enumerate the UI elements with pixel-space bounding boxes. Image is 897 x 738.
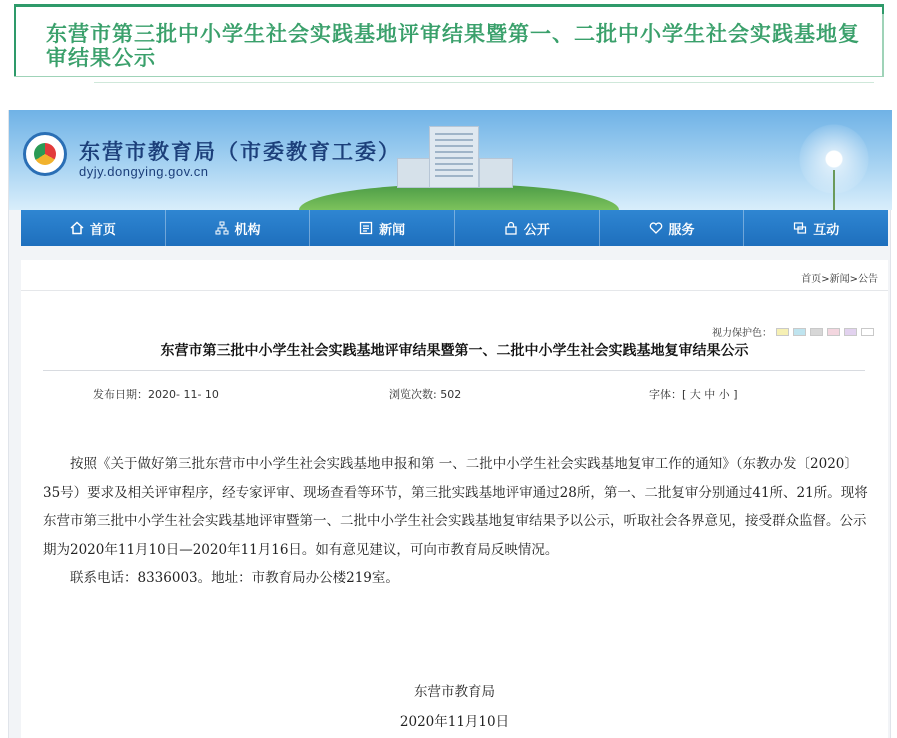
- frame-left-border: [14, 4, 16, 77]
- logo-emblem: [34, 143, 56, 165]
- news-icon: [359, 221, 373, 235]
- nav-item-label: 新闻: [379, 222, 406, 238]
- color-swatch-blue[interactable]: [793, 328, 806, 336]
- color-swatch-pink[interactable]: [827, 328, 840, 336]
- page-title: 东营市第三批中小学生社会实践基地评审结果暨第一、二批中小学生社会实践基地复审结果公示: [46, 22, 860, 70]
- frame-corner-decoration: [874, 4, 884, 14]
- nav-item-label: 互动: [813, 222, 840, 238]
- nav-item-home[interactable]: [21, 210, 166, 246]
- article-title: 东营市第三批中小学生社会实践基地评审结果暨第一、二批中小学生社会实践基地复审结果公示: [160, 343, 749, 359]
- font-size-switcher[interactable]: 字体：[ 大 中 小 ]: [649, 388, 738, 401]
- color-swatch-gray[interactable]: [810, 328, 823, 336]
- heart-icon: [649, 221, 663, 235]
- nav-item-label: 公开: [523, 222, 550, 238]
- color-swatch-yellow[interactable]: [776, 328, 789, 336]
- nav-item-label: 首页: [89, 222, 116, 238]
- article-contact: 联系电话：8336003。地址：市教育局办公楼219室。: [70, 570, 399, 586]
- site-name[interactable]: 东营市教育局（市委教育工委）: [79, 139, 401, 164]
- nav-item-org[interactable]: [166, 210, 311, 246]
- site-banner: [9, 110, 892, 210]
- nav-item-service[interactable]: [600, 210, 745, 246]
- frame-right-border: [882, 12, 884, 77]
- article-signature: 东营市教育局: [414, 684, 495, 700]
- nav-item-public[interactable]: [455, 210, 600, 246]
- lock-icon: [504, 221, 518, 235]
- article-container: [21, 260, 888, 738]
- frame-underline-decoration: [94, 82, 874, 83]
- vision-label: 视力保护色：: [712, 328, 772, 339]
- divider: [21, 290, 888, 291]
- banner-building-wing-left: [397, 158, 431, 188]
- color-swatch-white[interactable]: [861, 328, 874, 336]
- title-divider: [43, 370, 865, 371]
- dandelion-stem: [833, 170, 835, 210]
- screenshot-panel: [8, 110, 891, 738]
- publish-date: 发布日期：2020- 11- 10: [93, 388, 219, 401]
- org-chart-icon: [215, 221, 229, 235]
- article-date: 2020年11月10日: [399, 714, 510, 730]
- home-icon: [70, 221, 84, 235]
- main-nav: [21, 210, 888, 246]
- nav-item-news[interactable]: [310, 210, 455, 246]
- article-body: [43, 450, 868, 593]
- banner-building: [429, 126, 479, 188]
- article-paragraph: 按照《关于做好第三批东营市中小学生社会实践基地申报和第 一、二批中小学生社会实践基地复审工作的通知》（东教办发〔2020〕35号）要求及相关评审程序，经专家评审、现场查看等环节，第三批实践基地评审通过28所，第一、二批复审分别通过41所、21所。现将东营市第三批中小学生社会实践基地评审暨第一、二批中小学生社会实践基地复审结果予以公示，听取社会各界意见，接受群众监督。公示期为2020年11月10日—2020年11月16日。如有意见建议，可向市教育局反映情况。: [43, 456, 868, 558]
- vision-protection-colors: [712, 324, 874, 339]
- site-url: dyjy.dongying.gov.cn: [79, 164, 209, 179]
- view-count: 浏览次数: 502: [389, 388, 462, 401]
- nav-item-label: 机构: [234, 222, 261, 238]
- nav-item-interact[interactable]: [744, 210, 888, 246]
- site-logo-icon[interactable]: [23, 132, 67, 176]
- frame-top-border: [14, 4, 884, 7]
- chat-icon: [793, 221, 807, 235]
- color-swatch-purple[interactable]: [844, 328, 857, 336]
- breadcrumb[interactable]: 首页>新闻>公告: [801, 274, 878, 285]
- nav-item-label: 服务: [668, 222, 695, 238]
- banner-building-wing-right: [479, 158, 513, 188]
- frame-bottom-border: [14, 76, 884, 77]
